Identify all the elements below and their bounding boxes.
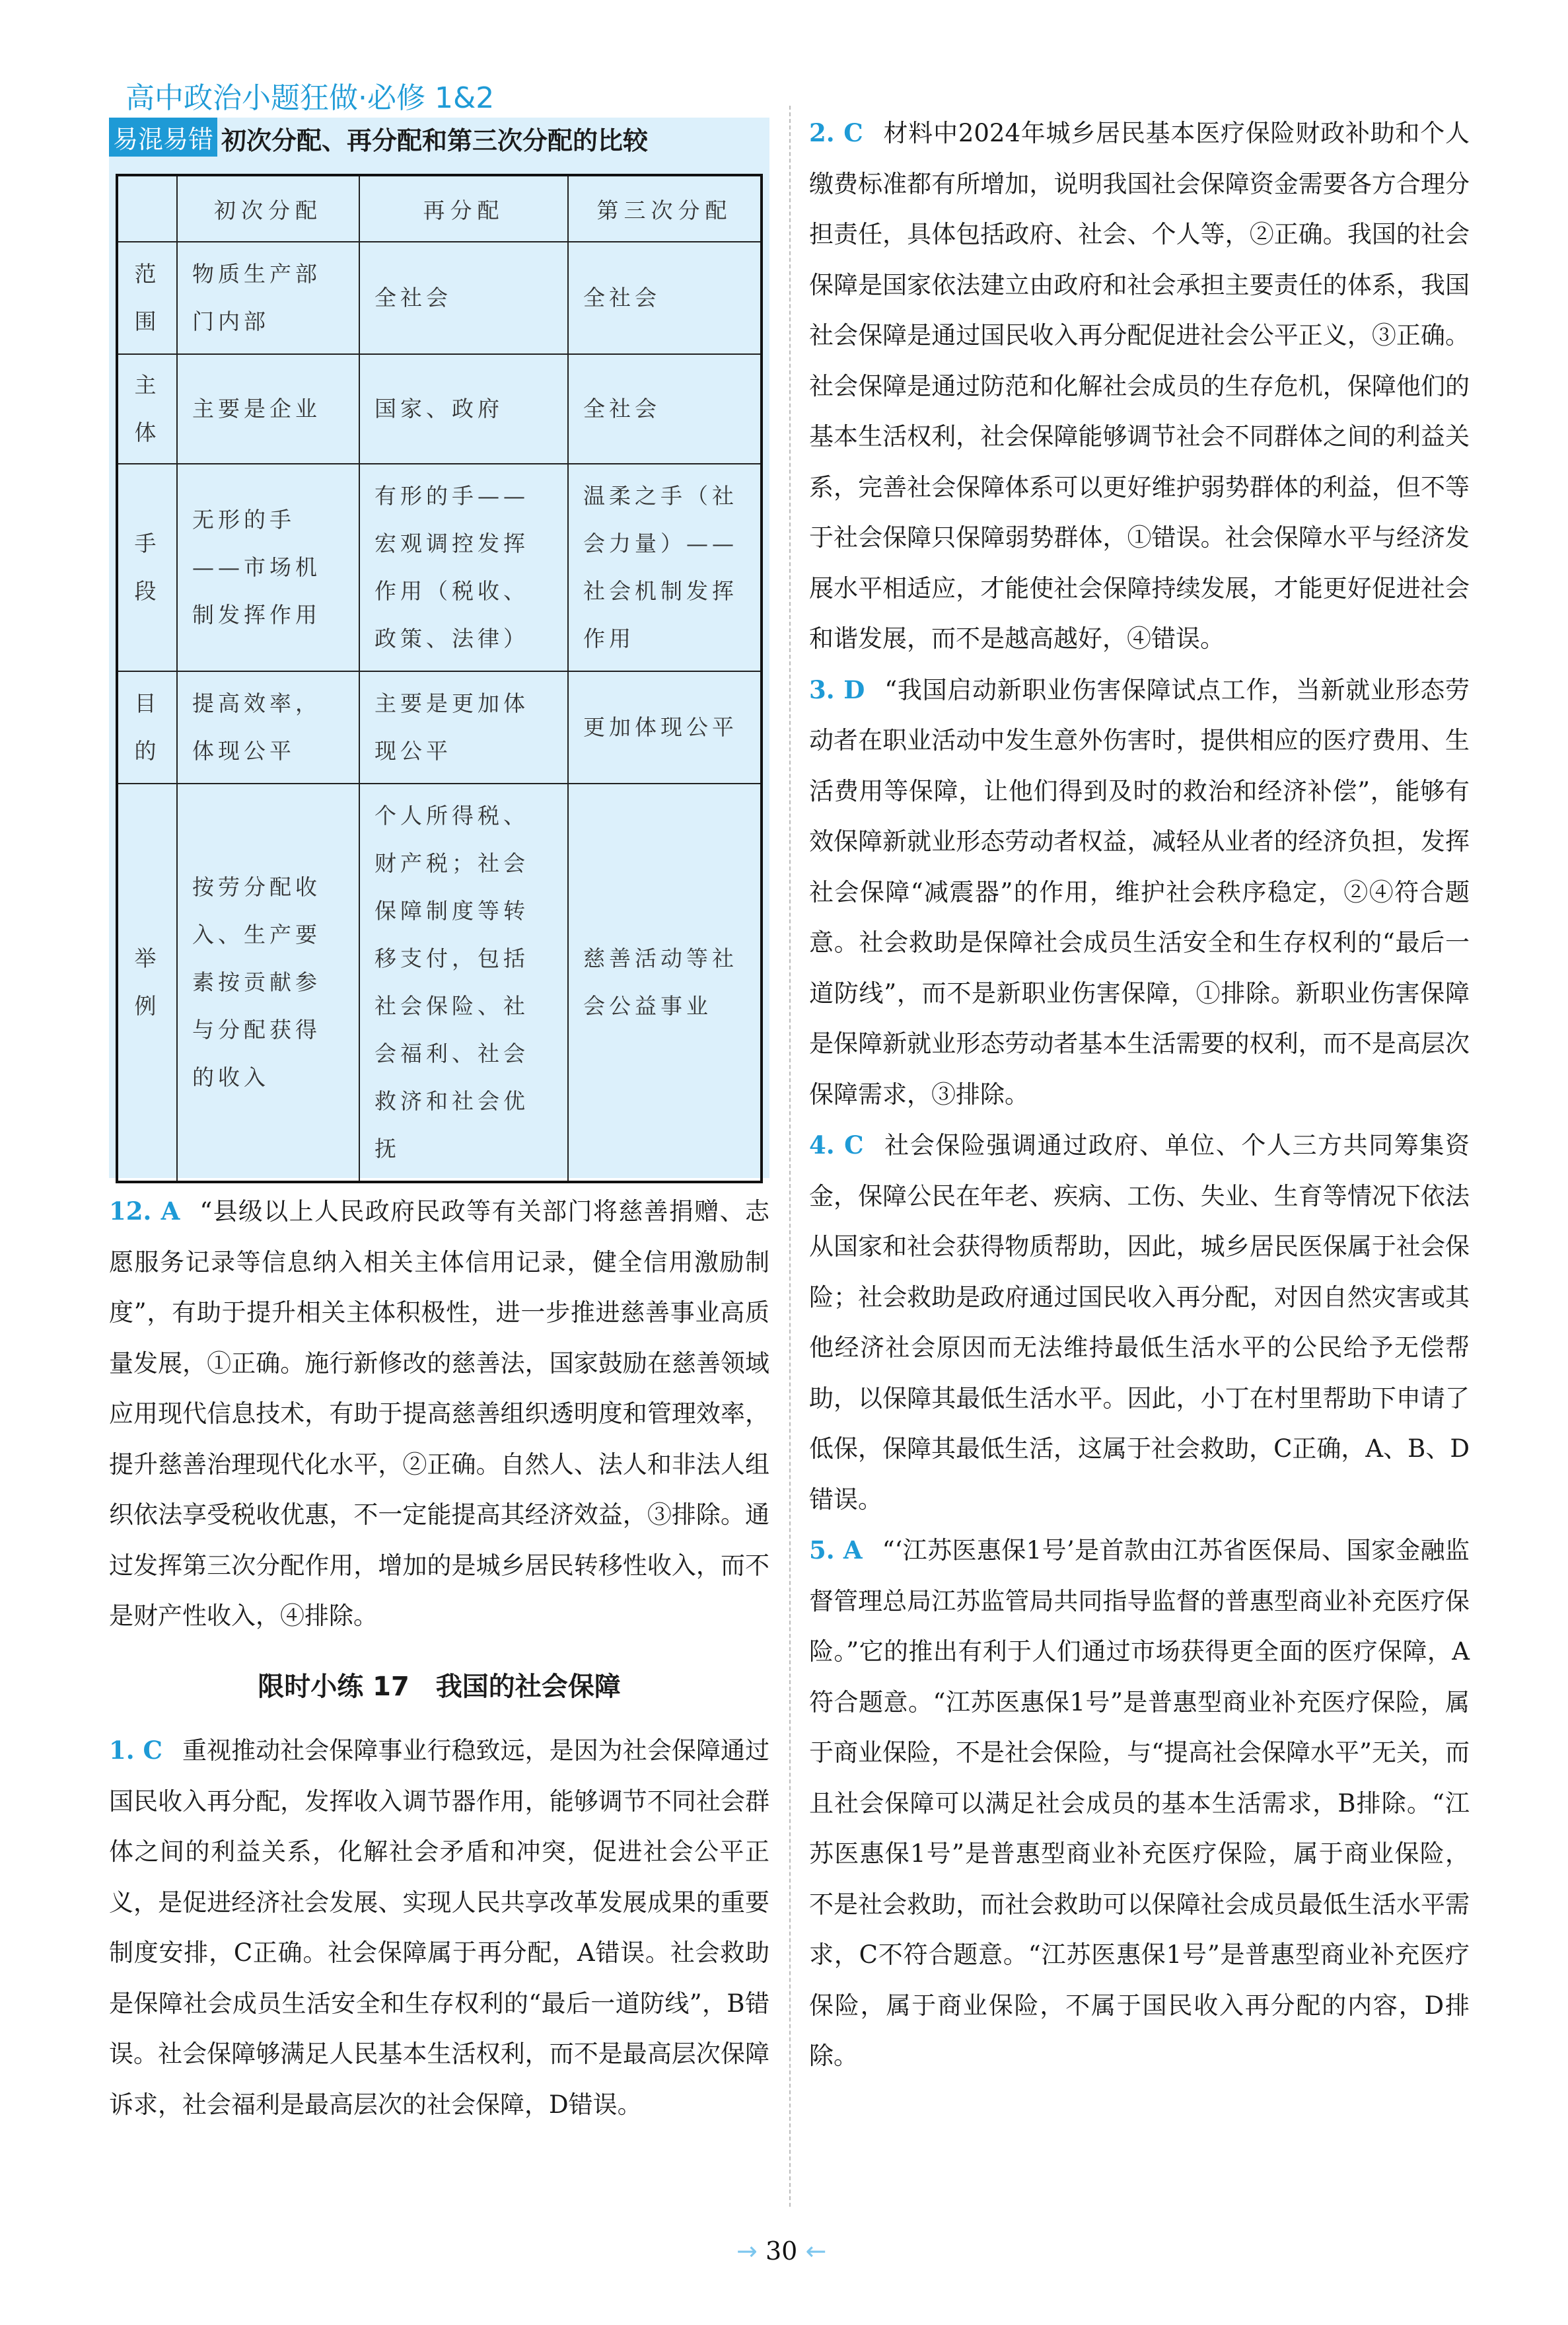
table-cell: 全社会 bbox=[568, 242, 762, 354]
answer-text: “县级以上人民政府民政等有关部门将慈善捐赠、志愿服务记录等信息纳入相关主体信用记录，健全信用激励制度”，有助于提升相关主体积极性，进一步推进慈善事业高质量发展，①正确。施行新修改的慈善法，国家鼓励在慈善领域应用现代信息技术，有助于提高慈善组织透明度和管理效率，提升慈善治理现代化水平，②正确。自然人、法人和非法人组织依法享受税收优惠，不一定能提高其经济效益，③排除。通过发挥第三次分配作用，增加的是城乡居民转移性收入，而不是财产性收入，④排除。 bbox=[109, 1197, 769, 1630]
table-row bbox=[117, 784, 762, 1182]
column-divider bbox=[789, 106, 791, 2207]
answer-number: 12. A bbox=[109, 1197, 180, 1226]
comparison-table bbox=[116, 174, 763, 1183]
box-title: 初次分配、再分配和第三次分配的比较 bbox=[221, 126, 649, 155]
table-cell: 温柔之手（社会力量）——社会机制发挥作用 bbox=[568, 464, 762, 671]
table-row bbox=[117, 354, 762, 464]
answer-paragraph bbox=[109, 1186, 769, 1642]
answer-paragraph bbox=[809, 1525, 1470, 2082]
page-footer bbox=[736, 2236, 826, 2266]
box-tag: 易混易错 bbox=[109, 118, 217, 157]
table-cell: 主要是企业 bbox=[177, 354, 359, 464]
table-cell: 有形的手——宏观调控发挥作用（税收、政策、法律） bbox=[359, 464, 568, 671]
table-cell: 主要是更加体现公平 bbox=[359, 671, 568, 784]
arrow-right-icon: → bbox=[736, 2236, 758, 2266]
section-title: 限时小练 17 我国的社会保障 bbox=[258, 1671, 621, 1702]
table-cell: 全社会 bbox=[568, 354, 762, 464]
table-cell: 无形的手——市场机制发挥作用 bbox=[177, 464, 359, 671]
table-header-row bbox=[117, 175, 762, 242]
answer-number: 4. C bbox=[809, 1130, 864, 1160]
row-label: 手段 bbox=[117, 464, 177, 671]
answer-paragraph bbox=[109, 1725, 769, 2130]
table-header bbox=[117, 175, 177, 242]
answer-number: 5. A bbox=[809, 1535, 863, 1565]
answer-number: 2. C bbox=[809, 118, 863, 147]
table-cell: 按劳分配收入、生产要素按贡献参与分配获得的收入 bbox=[177, 784, 359, 1182]
table-cell: 提高效率，体现公平 bbox=[177, 671, 359, 784]
answer-text: 社会保险强调通过政府、单位、个人三方共同筹集资金，保障公民在年老、疾病、工伤、失业、生育等情况下依法从国家和社会获得物质帮助，因此，城乡居民医保属于社会保险；社会救助是政府通过国民收入再分配，对因自然灾害或其他经济社会原因而无法维持最低生活水平的公民给予无偿帮助，以保障其最低生活水平。因此，小丁在村里帮助下申请了低保，保障其最低生活，这属于社会救助，C正确，A、B、D错误。 bbox=[809, 1131, 1470, 1514]
table-row bbox=[117, 671, 762, 784]
comparison-box bbox=[109, 118, 769, 1178]
table-cell: 慈善活动等社会公益事业 bbox=[568, 784, 762, 1182]
table-cell: 更加体现公平 bbox=[568, 671, 762, 784]
book-title: 高中政治小题狂做·必修 1&2 bbox=[125, 74, 494, 121]
answer-text: “‘江苏医惠保1号’是首款由江苏省医保局、国家金融监督管理总局江苏监管局共同指导监督的普惠型商业补充医疗保险。”它的推出有利于人们通过市场获得更全面的医疗保障，A符合题意。“江苏医惠保1号”是普惠型商业补充医疗保险，属于商业保险，不是社会保险，与“提高社会保障水平”无关，而且社会保障可以满足社会成员的基本生活需求，B排除。“江苏医惠保1号”是普惠型商业补充医疗保险，属于商业保险，不是社会救助，而社会救助可以保障社会成员最低生活水平需求，C不符合题意。“江苏医惠保1号”是普惠型商业补充医疗保险，属于商业保险，不属于国民收入再分配的内容，D排除。 bbox=[809, 1536, 1470, 2070]
table-header: 第三次分配 bbox=[568, 175, 762, 242]
row-label: 目的 bbox=[117, 671, 177, 784]
table-header: 初次分配 bbox=[177, 175, 359, 242]
table-cell: 物质生产部门内部 bbox=[177, 242, 359, 354]
row-label: 举例 bbox=[117, 784, 177, 1182]
answer-number: 1. C bbox=[109, 1736, 162, 1765]
answer-paragraph bbox=[809, 1120, 1470, 1525]
table-header: 再分配 bbox=[359, 175, 568, 242]
answer-text: “我国启动新职业伤害保障试点工作，当新就业形态劳动者在职业活动中发生意外伤害时，提供相应的医疗费用、生活费用等保障，让他们得到及时的救治和经济补偿”，能够有效保障新就业形态劳动者权益，减轻从业者的经济负担，发挥社会保障“减震器”的作用，维护社会秩序稳定，②④符合题意。社会救助是保障社会成员生活安全和生存权利的“最后一道防线”，而不是新职业伤害保障，①排除。新职业伤害保障是保障新就业形态劳动者基本生活需要的权利，而不是高层次保障需求，③排除。 bbox=[809, 675, 1470, 1109]
arrow-left-icon: ← bbox=[805, 2236, 827, 2266]
table-cell: 个人所得税、财产税；社会保障制度等转移支付，包括社会保险、社会福利、社会救济和社会优抚 bbox=[359, 784, 568, 1182]
page-number: 30 bbox=[765, 2236, 798, 2266]
row-label: 范围 bbox=[117, 242, 177, 354]
table-cell: 国家、政府 bbox=[359, 354, 568, 464]
table-row bbox=[117, 464, 762, 671]
answer-paragraph bbox=[809, 665, 1470, 1121]
left-column bbox=[109, 1186, 769, 2130]
answer-number: 3. D bbox=[809, 675, 865, 704]
table-row bbox=[117, 242, 762, 354]
answer-paragraph bbox=[809, 108, 1470, 665]
right-column bbox=[809, 108, 1470, 2082]
answer-text: 材料中2024年城乡居民基本医疗保险财政补助和个人缴费标准都有所增加，说明我国社会保障资金需要各方合理分担责任，具体包括政府、社会、个人等，②正确。我国的社会保障是国家依法建立由政府和社会承担主要责任的体系，我国社会保障是通过国民收入再分配促进社会公平正义，③正确。社会保障是通过防范和化解社会成员的生存危机，保障他们的基本生活权利，社会保障能够调节社会不同群体之间的利益关系，完善社会保障体系可以更好维护弱势群体的利益，但不等于社会保障只保障弱势群体，①错误。社会保障水平与经济发展水平相适应，才能使社会保障持续发展，才能更好促进社会和谐发展，而不是越高越好，④错误。 bbox=[809, 119, 1470, 653]
row-label: 主体 bbox=[117, 354, 177, 464]
answer-text: 重视推动社会保障事业行稳致远，是因为社会保障通过国民收入再分配，发挥收入调节器作用，能够调节不同社会群体之间的利益关系，化解社会矛盾和冲突，促进社会公平正义，是促进经济社会发展、实现人民共享改革发展成果的重要制度安排，C正确。社会保障属于再分配，A错误。社会救助是保障社会成员生活安全和生存权利的“最后一道防线”，B错误。社会保障够满足人民基本生活权利，而不是最高层次保障诉求，社会福利是最高层次的社会保障，D错误。 bbox=[109, 1736, 769, 2119]
table-cell: 全社会 bbox=[359, 242, 568, 354]
